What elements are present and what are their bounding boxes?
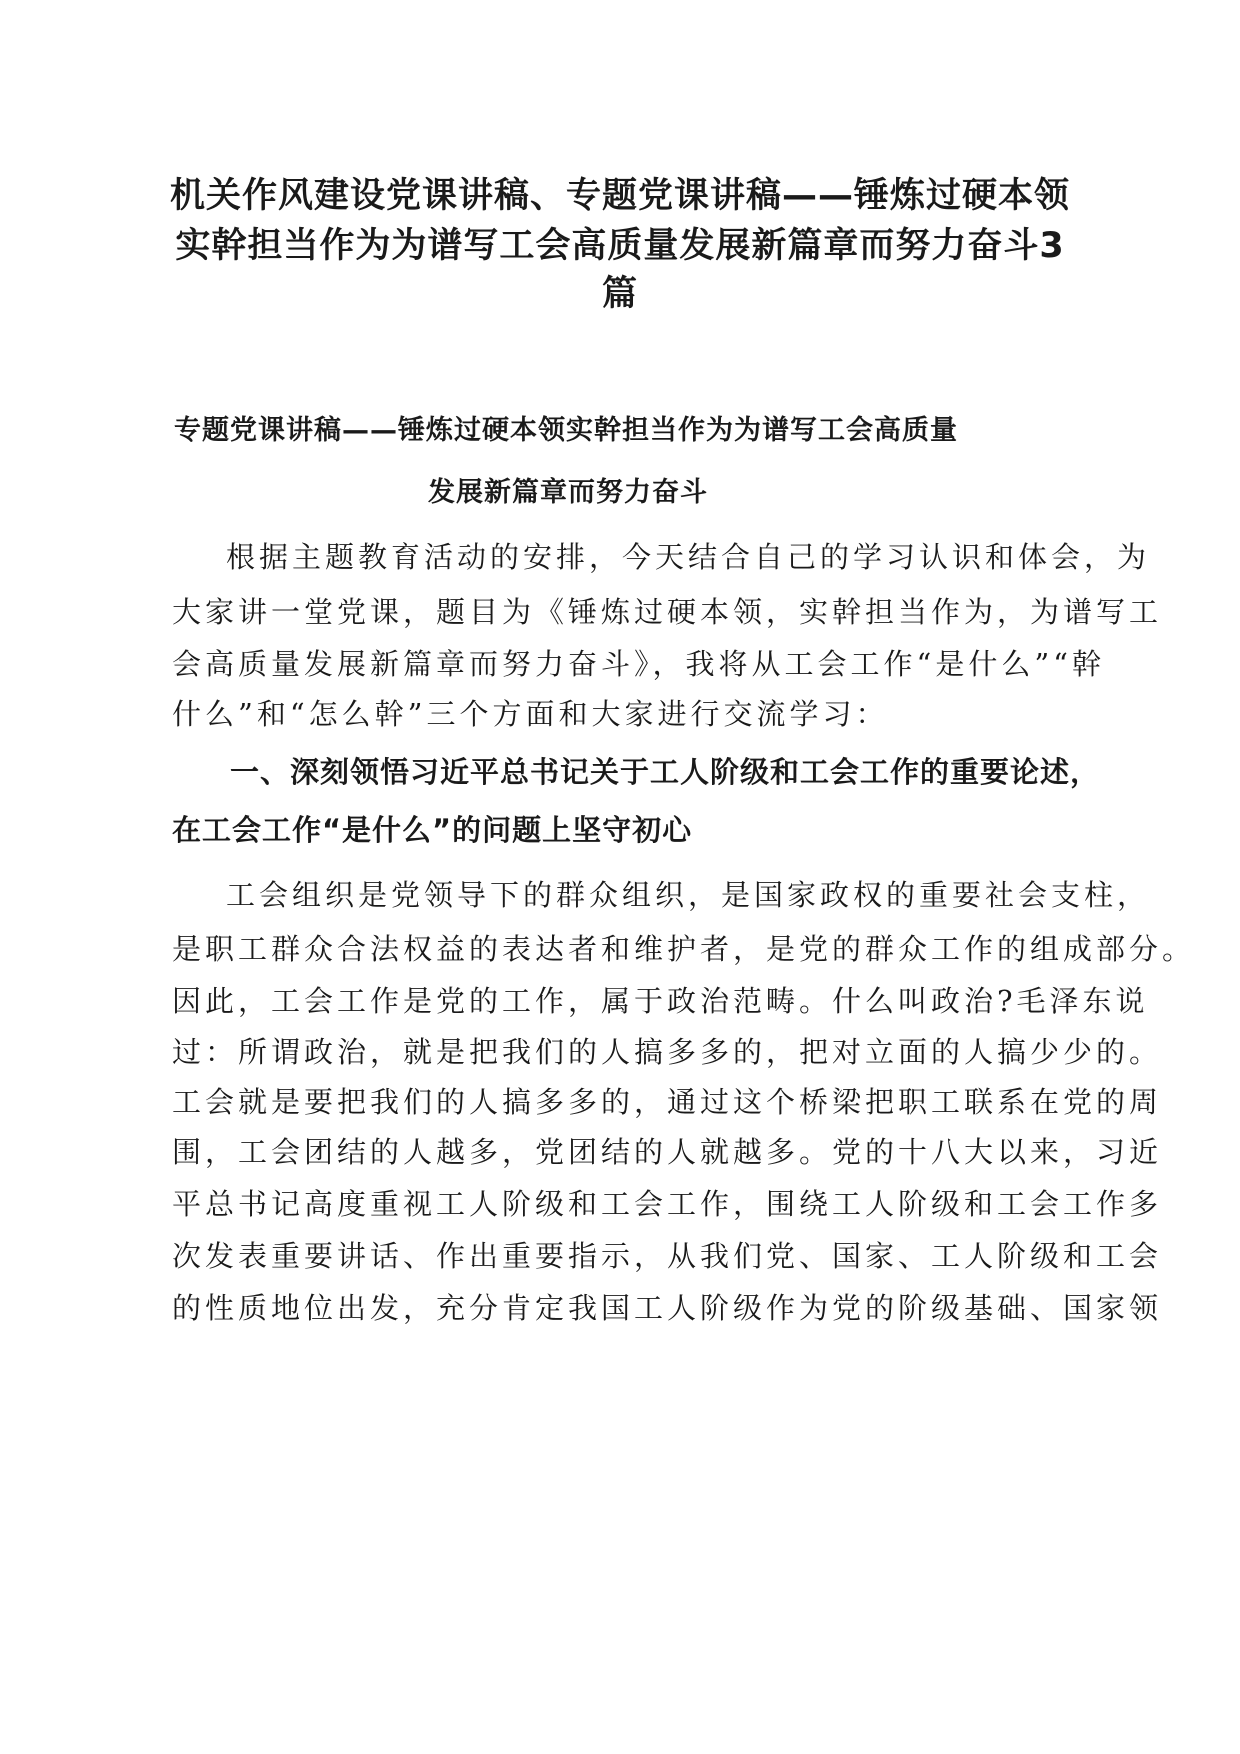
subtitle-line-2: 发展新篇章而努力奋斗 [428,477,708,508]
intro-line-3: 会高质量发展新篇章而努力奋斗》，我将从工会工作“是什么”“幹 [172,647,1105,681]
section1-heading-line-1: 一、深刻领悟习近平总书记关于工人阶级和工会工作的重要论述， [230,755,1101,789]
document-title-line-3: 篇 [601,274,638,314]
section1-body-line-9: 的性质地位出发，充分肯定我国工人阶级作为党的阶级基础、国家领 [172,1291,1163,1325]
section1-heading-line-2: 在工会工作“是什么”的问题上坚守初心 [172,813,693,847]
section1-body-line-1: 工会组织是党领导下的群众组织，是国家政权的重要社会支柱， [226,878,1151,912]
intro-line-1: 根据主题教育活动的安排，今天结合自己的学习认识和体会，为 [226,540,1151,574]
document-title-line-1: 机关作风建设党课讲稿、专题党课讲稿——锤炼过硬本领 [169,176,1070,216]
section1-body-line-2: 是职工群众合法权益的表达者和维护者，是党的群众工作的组成部分。 [172,932,1196,966]
section1-body-line-7: 平总书记高度重视工人阶级和工会工作，围绕工人阶级和工会工作多 [172,1187,1163,1221]
section1-body-line-8: 次发表重要讲话、作出重要指示，从我们党、国家、工人阶级和工会 [172,1239,1163,1273]
section1-body-line-5: 工会就是要把我们的人搞多多的，通过这个桥梁把职工联系在党的周 [172,1085,1163,1119]
subtitle-line-1: 专题党课讲稿——锤炼过硬本领实幹担当作为为谱写工会高质量 [174,415,958,446]
section1-body-line-3: 因此，工会工作是党的工作，属于政治范畴。什么叫政治?毛泽东说 [172,984,1149,1018]
section1-body-line-4: 过：所谓政治，就是把我们的人搞多多的，把对立面的人搞少少的。 [172,1035,1163,1069]
document-title-line-2: 实幹担当作为为谱写工会高质量发展新篇章而努力奋斗3 [175,226,1065,266]
intro-line-4: 什么”和“怎么幹”三个方面和大家进行交流学习： [172,697,889,731]
intro-line-2: 大家讲一堂党课，题目为《锤炼过硬本领，实幹担当作为，为谱写工 [172,595,1163,629]
section1-body-line-6: 围，工会团结的人越多，党团结的人就越多。党的十八大以来，习近 [172,1135,1163,1169]
